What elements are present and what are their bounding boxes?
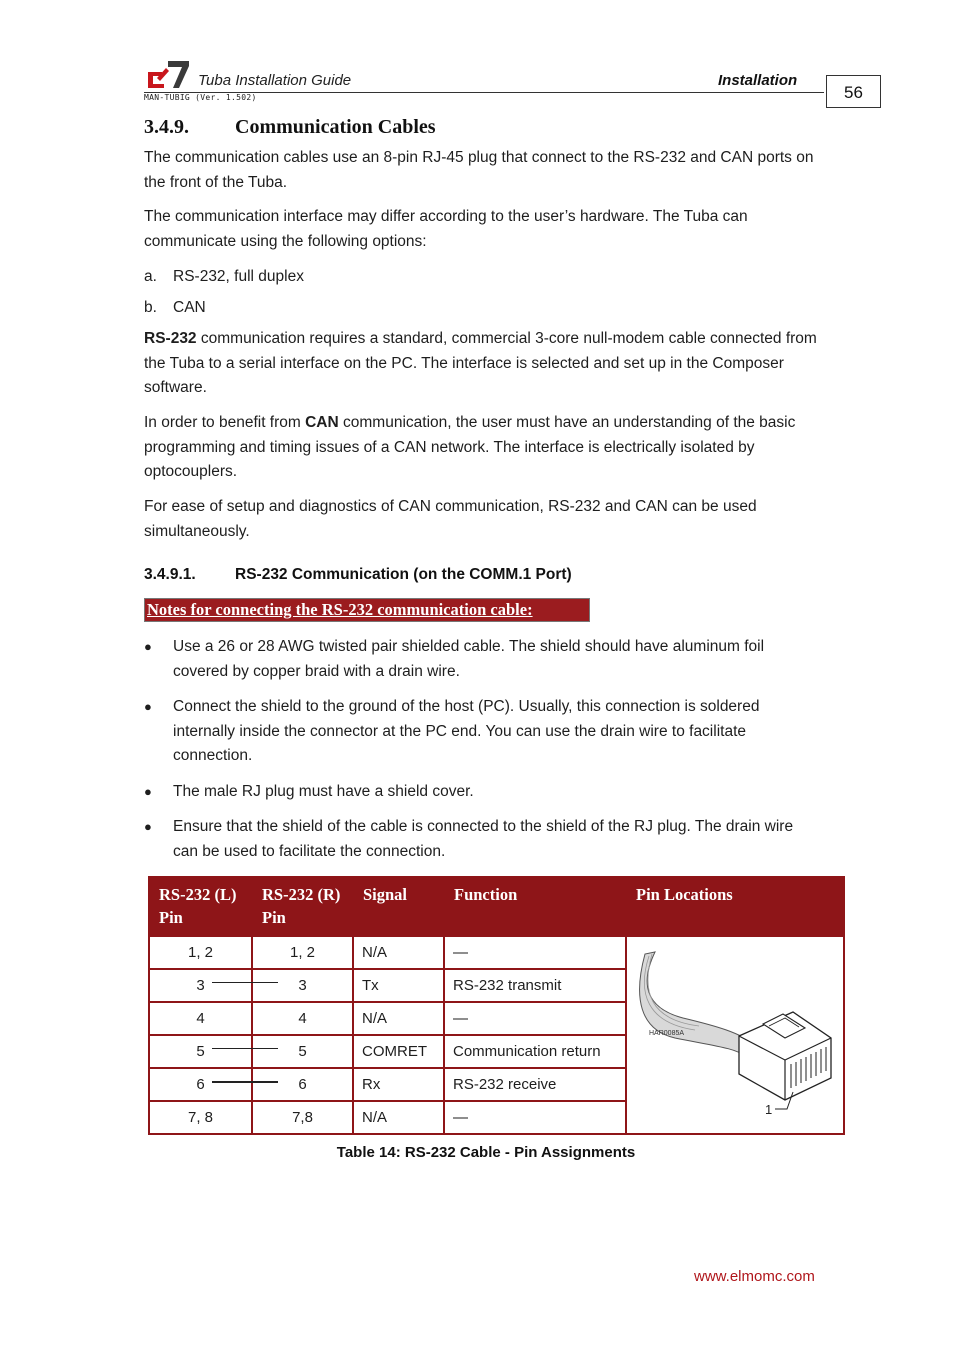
cell-function: — bbox=[444, 1002, 626, 1035]
cell-right-pin: 4 bbox=[252, 1002, 353, 1035]
header-rs232-r: RS-232 (R) Pin bbox=[252, 877, 353, 936]
cell-right-pin: 1, 2 bbox=[252, 936, 353, 969]
list-text: RS-232, full duplex bbox=[173, 268, 304, 285]
page-number: 56 bbox=[826, 75, 881, 108]
cell-function: — bbox=[444, 936, 626, 969]
cell-signal: N/A bbox=[353, 936, 444, 969]
list-item bbox=[144, 296, 744, 321]
cell-signal: Rx bbox=[353, 1068, 444, 1101]
wire-line-pin6 bbox=[212, 1081, 278, 1083]
bold-term: RS-232 bbox=[144, 330, 197, 347]
paragraph-can: In order to benefit from CAN communication, the user must have an understanding of the basic programming and timing issues of a CAN network. The interface is electrically isolated by optocouplers. bbox=[144, 414, 796, 480]
cell-function: Communication return bbox=[444, 1035, 626, 1068]
bold-term: CAN bbox=[305, 414, 339, 431]
cell-signal: Tx bbox=[353, 969, 444, 1002]
subsection-number: 3.4.9.1. bbox=[144, 566, 196, 583]
list-item bbox=[144, 265, 744, 290]
cell-right-pin: 7,8 bbox=[252, 1101, 353, 1134]
header-doc-title: Tuba Installation Guide bbox=[198, 72, 352, 89]
header-signal: Signal bbox=[353, 877, 444, 936]
bullet-icon: ● bbox=[144, 819, 152, 834]
subsection-title: RS-232 Communication (on the COMM.1 Port) bbox=[235, 566, 572, 583]
note-banner bbox=[144, 598, 590, 622]
paragraph-interface: The communication interface may differ according to the user’s hardware. The Tuba can communicate using the following options: bbox=[144, 208, 748, 250]
list-marker: b. bbox=[144, 299, 157, 316]
cell-left-pin: 1, 2 bbox=[149, 936, 252, 969]
paragraph-ease: For ease of setup and diagnostics of CAN communication, RS-232 and CAN can be used simultaneously. bbox=[144, 498, 757, 540]
header-version: MAN-TUBIG (Ver. 1.502) bbox=[144, 93, 257, 102]
footer-website-link[interactable]: www.elmomc.com bbox=[694, 1268, 815, 1285]
header-section: Installation bbox=[718, 72, 798, 89]
bullet-icon: ● bbox=[144, 699, 152, 714]
paragraph-rs232: RS-232 communication requires a standard, commercial 3-core null-modem cable connected from the Tuba to a serial interface on the PC. The interface is selected and set up in the Composer software. bbox=[144, 330, 817, 396]
bullet-item bbox=[144, 780, 804, 805]
bullet-item bbox=[144, 695, 804, 769]
bullet-text: Connect the shield to the ground of the host (PC). Usually, this connection is soldered internally inside the connector at the PC end. You can use the drain wire to facilitate connection. bbox=[173, 698, 760, 764]
image-label: HAR0085A bbox=[649, 1030, 685, 1037]
section-title: Communication Cables bbox=[235, 116, 436, 138]
cell-function: RS-232 transmit bbox=[444, 969, 626, 1002]
bullet-item bbox=[144, 635, 804, 684]
cell-left-pin: 4 bbox=[149, 1002, 252, 1035]
cell-right-pin: 3 bbox=[252, 969, 353, 1002]
wire-line-pin5 bbox=[212, 1048, 278, 1049]
cell-signal: COMRET bbox=[353, 1035, 444, 1068]
wire-line-pin3 bbox=[212, 982, 278, 983]
cell-function: RS-232 receive bbox=[444, 1068, 626, 1101]
bullet-text: Use a 26 or 28 AWG twisted pair shielded cable. The shield should have aluminum foil covered by copper braid with a drain wire. bbox=[173, 638, 765, 680]
cell-signal: N/A bbox=[353, 1002, 444, 1035]
cell-left-pin: 7, 8 bbox=[149, 1101, 252, 1134]
cell-right-pin: 5 bbox=[252, 1035, 353, 1068]
cell-left-pin: 6 bbox=[149, 1068, 252, 1101]
cell-signal: N/A bbox=[353, 1101, 444, 1134]
list-text: CAN bbox=[173, 299, 206, 316]
header-rs232-l: RS-232 (L) Pin bbox=[149, 877, 252, 936]
note-title: Notes for connecting the RS-232 communication cable: bbox=[147, 600, 533, 619]
bullet-item bbox=[144, 815, 804, 864]
cell-left-pin: 3 bbox=[149, 969, 252, 1002]
paragraph-intro: The communication cables use an 8-pin RJ-45 plug that connect to the RS-232 and CAN ports on the front of the Tuba. bbox=[144, 149, 814, 191]
table-header-row bbox=[149, 877, 844, 936]
bullet-text: The male RJ plug must have a shield cover. bbox=[173, 783, 474, 800]
rj45-plug-illustration bbox=[635, 938, 835, 1128]
pin-location-cell bbox=[626, 936, 844, 1134]
header-function: Function bbox=[444, 877, 626, 936]
bullet-text: Ensure that the shield of the cable is connected to the shield of the RJ plug. The drain wire can be used to facilitate the connection. bbox=[173, 818, 794, 860]
subsection-heading bbox=[144, 566, 572, 584]
header-pin-locations: Pin Locations bbox=[626, 877, 844, 936]
cell-function: — bbox=[444, 1101, 626, 1134]
pin-assignment-table bbox=[148, 876, 845, 1135]
table-caption: Table 14: RS-232 Cable - Pin Assignments bbox=[336, 1144, 636, 1161]
table-row bbox=[149, 936, 844, 969]
section-number: 3.4.9. bbox=[144, 116, 189, 138]
list-marker: a. bbox=[144, 268, 157, 285]
bullet-icon: ● bbox=[144, 784, 152, 799]
bullet-icon: ● bbox=[144, 639, 152, 654]
elmo-logo bbox=[146, 58, 190, 90]
cell-right-pin: 6 bbox=[252, 1068, 353, 1101]
pin-one-label: 1 bbox=[765, 1102, 773, 1117]
section-heading bbox=[144, 116, 436, 139]
cell-left-pin: 5 bbox=[149, 1035, 252, 1068]
